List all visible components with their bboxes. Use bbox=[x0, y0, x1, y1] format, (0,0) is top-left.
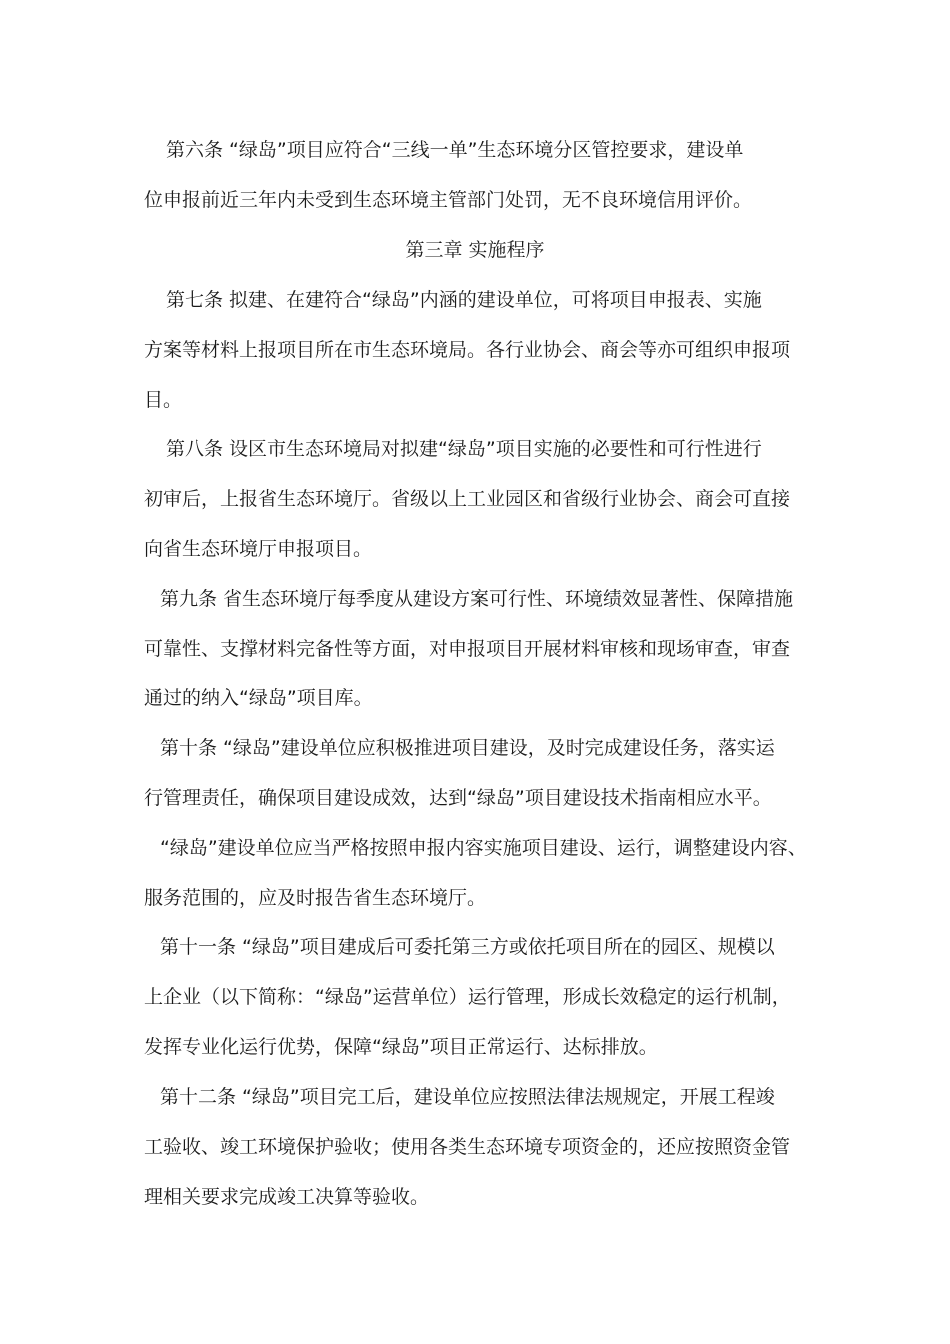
article-11-line-2: 上企业（以下简称：“绿岛”运营单位）运行管理，形成长效稳定的运行机制， bbox=[144, 986, 791, 1008]
article-10-para2-line-1: “绿岛”建设单位应当严格按照申报内容实施项目建设、运行，调整建设内容、 bbox=[160, 837, 807, 859]
article-10-line-1: 第十条 “绿岛”建设单位应积极推进项目建设，及时完成建设任务，落实运 bbox=[160, 737, 775, 759]
article-8-line-1: 第八条 设区市生态环境局对拟建“绿岛”项目实施的必要性和可行性进行 bbox=[166, 438, 762, 460]
article-8-line-2: 初审后，上报省生态环境厅。省级以上工业园区和省级行业协会、商会可直接 bbox=[144, 488, 791, 510]
article-7-line-3: 目。 bbox=[144, 389, 183, 411]
article-12-line-1: 第十二条 “绿岛”项目完工后，建设单位应按照法律法规规定，开展工程竣 bbox=[160, 1086, 775, 1108]
article-10-para2-line-2: 服务范围的，应及时报告省生态环境厅。 bbox=[144, 887, 487, 909]
article-10-line-2: 行管理责任，确保项目建设成效，达到“绿岛”项目建设技术指南相应水平。 bbox=[144, 787, 772, 809]
article-11-line-1: 第十一条 “绿岛”项目建成后可委托第三方或依托项目所在的园区、规模以 bbox=[160, 936, 775, 958]
article-8-line-3: 向省生态环境厅申报项目。 bbox=[144, 538, 373, 560]
article-9-line-1: 第九条 省生态环境厅每季度从建设方案可行性、环境绩效显著性、保障措施 bbox=[160, 588, 794, 610]
chapter-heading: 第三章 实施程序 bbox=[405, 239, 545, 261]
article-11-line-3: 发挥专业化运行优势，保障“绿岛”项目正常运行、达标排放。 bbox=[144, 1036, 658, 1058]
article-12-line-3: 理相关要求完成竣工决算等验收。 bbox=[144, 1186, 430, 1208]
article-6-line-1: 第六条 “绿岛”项目应符合“三线一单”生态环境分区管控要求，建设单 bbox=[166, 139, 744, 161]
article-9-line-3: 通过的纳入“绿岛”项目库。 bbox=[144, 687, 373, 709]
article-6-line-2: 位申报前近三年内未受到生态环境主管部门处罚，无不良环境信用评价。 bbox=[144, 189, 753, 211]
article-7-line-1: 第七条 拟建、在建符合“绿岛”内涵的建设单位，可将项目申报表、实施 bbox=[166, 289, 762, 311]
article-12-line-2: 工验收、竣工环境保护验收；使用各类生态环境专项资金的，还应按照资金管 bbox=[144, 1136, 791, 1158]
article-9-line-2: 可靠性、支撑材料完备性等方面，对申报项目开展材料审核和现场审查，审查 bbox=[144, 638, 791, 660]
article-7-line-2: 方案等材料上报项目所在市生态环境局。各行业协会、商会等亦可组织申报项 bbox=[144, 339, 791, 361]
